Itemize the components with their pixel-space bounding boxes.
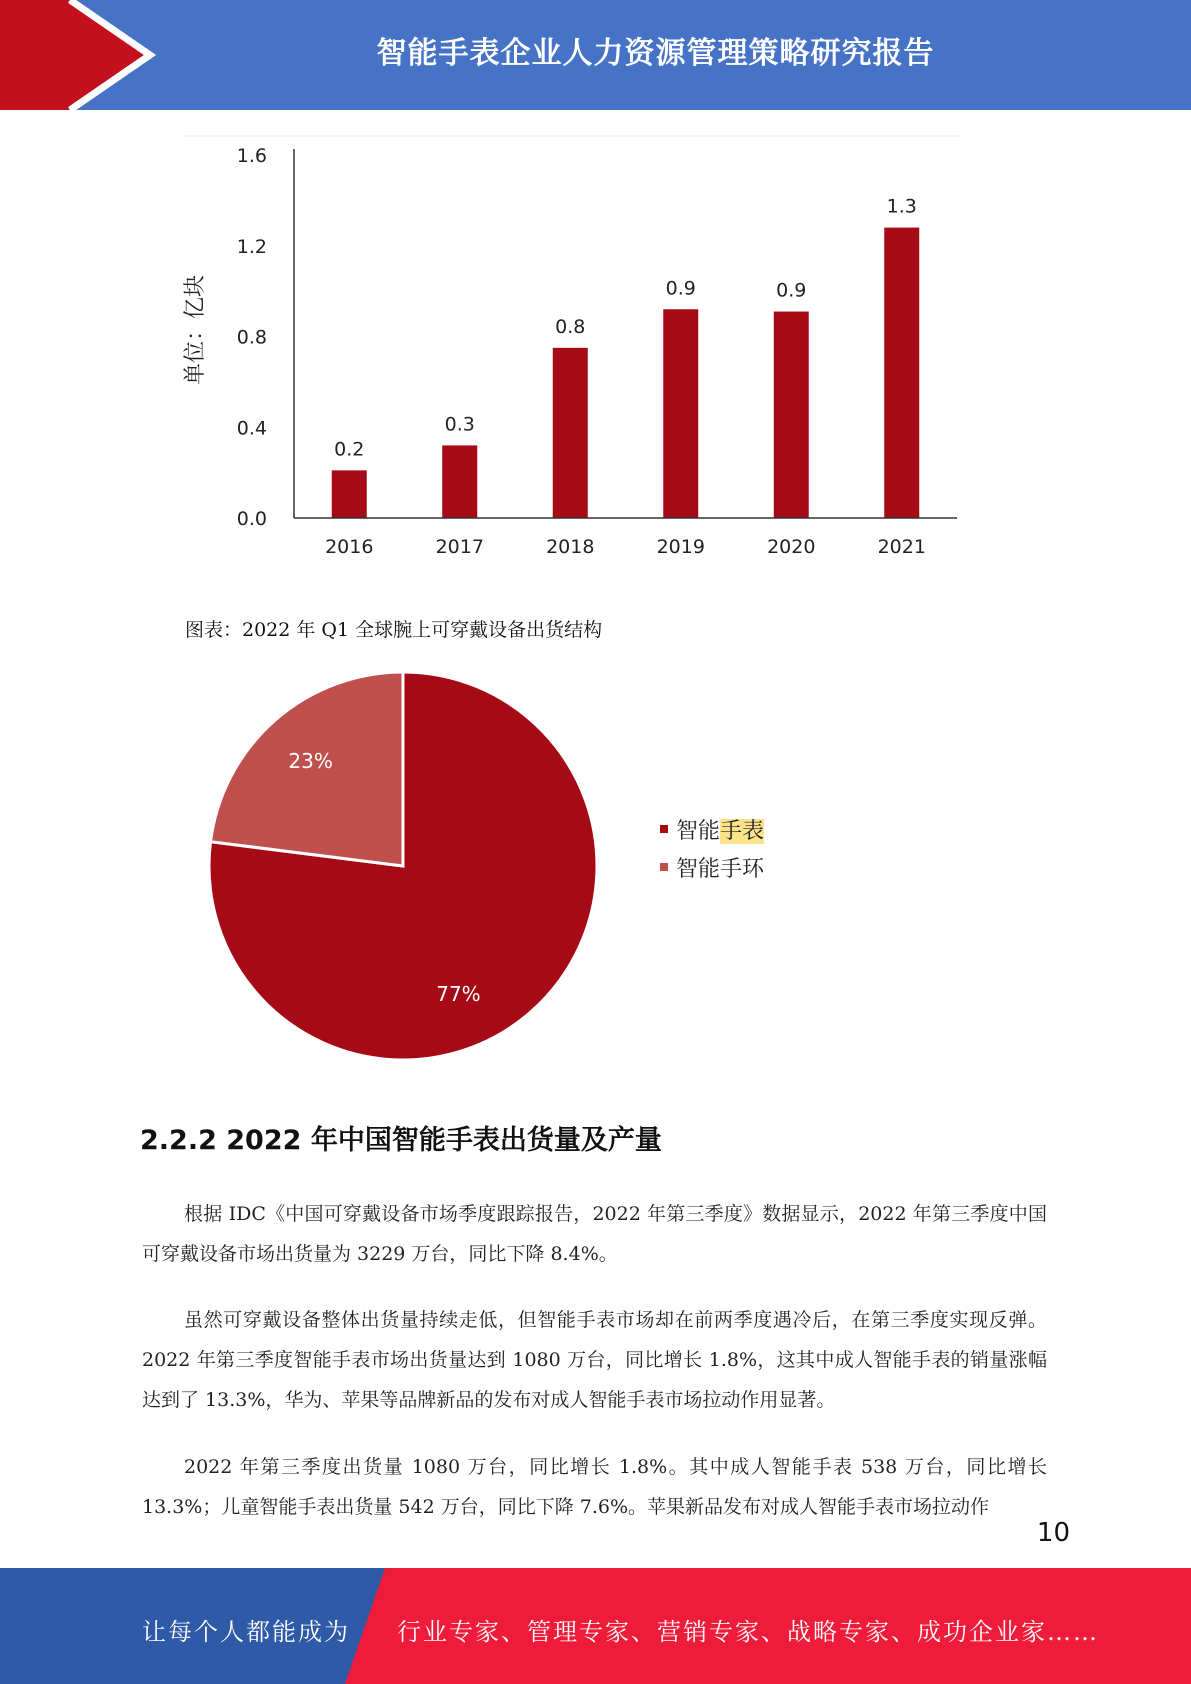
bar-chart-data-label: 1.3	[886, 195, 917, 218]
section-heading: 2.2.2 2022 年中国智能手表出货量及产量	[140, 1125, 662, 1156]
page-header	[0, 0, 1191, 110]
bar-chart-bar	[442, 445, 477, 518]
bar-chart-ylabel: 单位：亿块	[183, 274, 208, 386]
legend-item-smartband	[660, 848, 764, 886]
bar-chart-data-label: 0.2	[334, 438, 365, 461]
paragraph-2: 虽然可穿戴设备整体出货量持续走低，但智能手表市场却在前两季度遇冷后，在第三季度实现反弹。2022 年第三季度智能手表市场出货量达到 1080 万台，同比增长 1.8%，这其中成人智能手表的销量涨幅达到了 13.3%，华为、苹果等品牌新品的发布对成人智能手表市场拉动作用显著。	[142, 1309, 1047, 1411]
pie-chart-caption: 图表：2022 年 Q1 全球腕上可穿戴设备出货结构	[185, 619, 603, 641]
page-number: 10	[1036, 1518, 1070, 1548]
bar-chart-xtick-label: 2021	[877, 536, 926, 558]
bar-chart-xtick-label: 2017	[435, 536, 484, 558]
bar-chart-bar	[332, 470, 367, 518]
bar-chart-xtick-label: 2016	[325, 536, 374, 558]
legend-item-smartwatch	[660, 810, 764, 848]
pie-chart	[195, 665, 615, 1065]
bar-chart-bar	[884, 228, 919, 518]
bar-chart-ytick-label: 0.4	[236, 417, 267, 440]
pie-legend	[660, 810, 764, 886]
paragraph-3: 2022 年第三季度出货量 1080 万台，同比增长 1.8%。其中成人智能手表 538 万台，同比增长 13.3%；儿童智能手表出货量 542 万台，同比下降 7.6%。苹果新品发布对成人智能手表市场拉动作	[142, 1456, 1047, 1518]
bar-chart-xtick-label: 2020	[767, 536, 816, 558]
bar-chart-bar	[774, 312, 809, 518]
bar-chart-ytick-label: 0.8	[236, 326, 267, 349]
footer-slogan-right: 行业专家、管理专家、营销专家、战略专家、成功企业家……	[397, 1618, 1099, 1646]
bar-chart-xtick-label: 2019	[656, 536, 705, 558]
bar-chart-ytick-label: 1.2	[236, 235, 267, 258]
header-title: 智能手表企业人力资源管理策略研究报告	[376, 36, 935, 71]
bar-chart-data-label: 0.9	[776, 279, 807, 302]
pie-value-label: 23%	[288, 749, 333, 774]
footer-slogan-left: 让每个人都能成为	[142, 1618, 350, 1646]
bar-chart-xtick-label: 2018	[546, 536, 595, 558]
bar-chart-data-label: 0.9	[665, 277, 696, 300]
bar-chart-bar	[553, 348, 588, 518]
bar-chart-bar	[663, 309, 698, 518]
bar-chart	[182, 133, 972, 563]
legend-label-smartwatch: 智能手表	[676, 818, 765, 844]
bar-chart-ytick-label: 1.6	[236, 145, 267, 167]
bar-chart-data-label: 0.3	[444, 413, 475, 436]
bar-chart-ytick-label: 0.0	[236, 508, 267, 530]
paragraph-1: 根据 IDC《中国可穿戴设备市场季度跟踪报告，2022 年第三季度》数据显示，2022 年第三季度中国可穿戴设备市场出货量为 3229 万台，同比下降 8.4%。	[142, 1203, 1047, 1265]
pie-value-label: 77%	[436, 982, 481, 1007]
page-footer	[0, 1568, 1191, 1684]
bar-chart-data-label: 0.8	[555, 315, 586, 338]
legend-swatch-smartband	[660, 863, 668, 871]
legend-swatch-smartwatch	[660, 825, 668, 833]
legend-label-smartband: 智能手环	[676, 856, 765, 882]
